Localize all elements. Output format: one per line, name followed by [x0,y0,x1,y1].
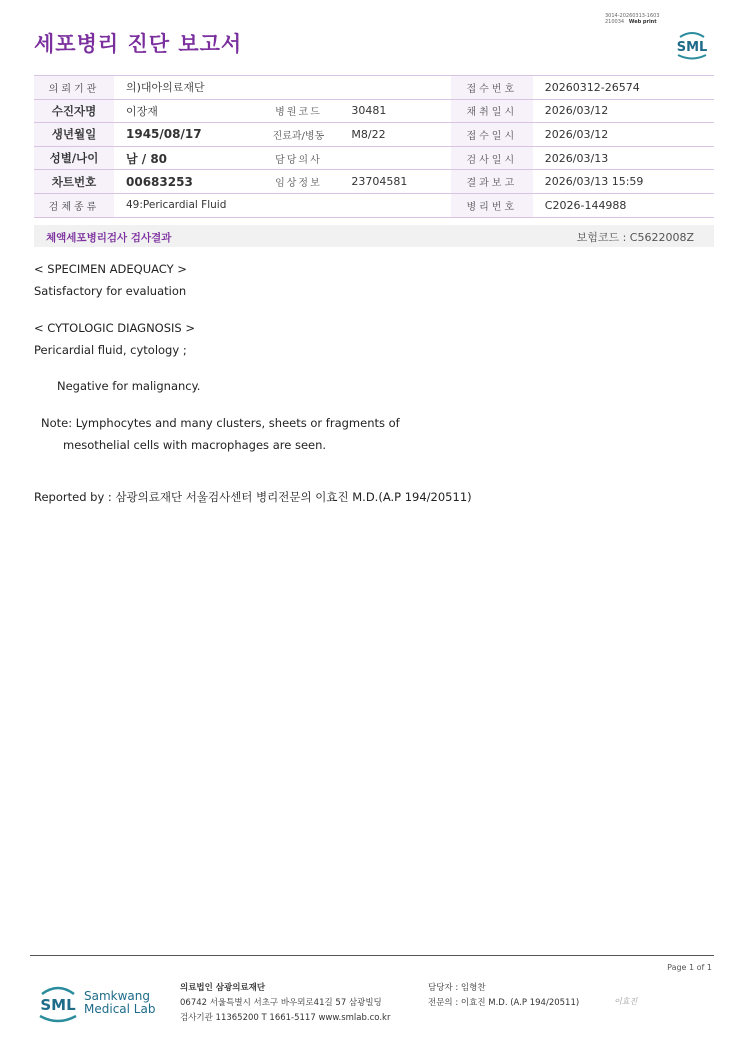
org-name: 의료법인 삼광의료재단 [180,983,266,993]
sml-logo [672,28,712,62]
value-specimen-type: 49:Pericardial Fluid [114,193,451,217]
label-receipt-date: 접수일시 [451,123,533,147]
note-line-2: mesothelial cells with macrophages are seen. [63,438,327,452]
info-row [34,99,714,123]
info-row [34,170,714,194]
specialist-signature: 이효진 [614,997,638,1006]
label-clinical-info: 임상정보 [257,170,339,194]
webprint-stamp [605,13,660,25]
label-pathology-number: 병리번호 [451,193,533,217]
info-row [34,146,714,170]
webprint-label: Web print [628,19,657,25]
result-section-title: 체액세포병리검사 검사결과 [46,232,172,244]
label-sex-age: 성별/나이 [34,146,114,170]
value-birth-date: 1945/08/17 [114,123,257,147]
value-chart-number: 00683253 [114,170,257,194]
label-hospital-code: 병원코드 [257,99,339,123]
svg-text:SML: SML [40,996,76,1014]
result-section-header [34,225,714,247]
diagnosis-heading: < CYTOLOGIC DIAGNOSIS > [34,321,196,335]
label-attending-physician: 담당의사 [257,146,339,170]
value-pathology-number: C2026-144988 [533,193,714,217]
report-title: 세포병리 진단 보고서 [34,32,243,56]
svg-text:SML: SML [676,40,708,55]
org-address: 06742 서울특별시 서초구 바우뫼로41길 57 삼광빌딩 [180,998,382,1008]
value-test-date: 2026/03/13 [533,146,714,170]
patient-info-table [34,75,714,218]
info-row [34,76,714,100]
adequacy-heading: < SPECIMEN ADEQUACY > [34,262,187,276]
specialist-label: 전문의 : [428,998,459,1008]
specialist-name: 이효진 M.D. (A.P 194/20511) [460,998,580,1008]
org-contact: 검사기관 11365200 T 1661-5117 www.smlab.co.kr [180,1013,391,1023]
value-receipt-date: 2026/03/12 [533,123,714,147]
value-accession-number: 20260312-26574 [533,76,714,100]
brand-line-2: Medical Lab [84,1002,156,1016]
footer-staff [428,981,579,1011]
note-line-1: Note: Lymphocytes and many clusters, sheets or fragments of [41,416,400,430]
staff-name: 임형찬 [460,983,486,993]
label-result-report: 결과보고 [451,170,533,194]
value-attending-physician [339,146,450,170]
value-hospital-code: 30481 [339,99,450,123]
value-collection-date: 2026/03/12 [533,99,714,123]
diagnosis-result: Negative for malignancy. [57,379,201,393]
label-test-date: 검사일시 [451,146,533,170]
staff-label: 담당자 : [428,983,459,993]
value-department-ward: M8/22 [339,123,450,147]
value-clinical-info: 23704581 [339,170,450,194]
value-result-report: 2026/03/13 15:59 [533,170,714,194]
value-patient-name: 이장재 [114,99,257,123]
label-specimen-type: 검체종류 [34,193,114,217]
webprint-id: 210034 [605,19,625,25]
footer-organization [180,981,390,1026]
value-requesting-institution: 의)대아의료재단 [114,76,451,100]
label-requesting-institution: 의뢰기관 [34,76,114,100]
diagnosis-text: Pericardial fluid, cytology ; [34,343,187,357]
brand-line-1: Samkwang [84,989,150,1003]
insurance-code: 보험코드 : C5622008Z [576,231,694,244]
label-collection-date: 채취일시 [451,99,533,123]
label-birth-date: 생년월일 [34,123,114,147]
webprint-code: 3014-20260313-1603 [605,13,660,19]
info-row [34,123,714,147]
label-department-ward: 진료과/병동 [257,123,339,147]
label-accession-number: 접수번호 [451,76,533,100]
label-chart-number: 차트번호 [34,170,114,194]
footer-divider [30,955,714,956]
reported-by: Reported by : 삼광의료재단 서울검사센터 병리전문의 이효진 M.D.(A.P 194/20511) [34,490,472,504]
samkwang-logo [36,980,80,1026]
page-number: Page 1 of 1 [667,963,712,972]
info-row [34,193,714,217]
adequacy-text: Satisfactory for evaluation [34,284,187,298]
label-patient-name: 수진자명 [34,99,114,123]
value-sex-age: 남 / 80 [114,146,257,170]
footer-brand [84,990,155,1016]
